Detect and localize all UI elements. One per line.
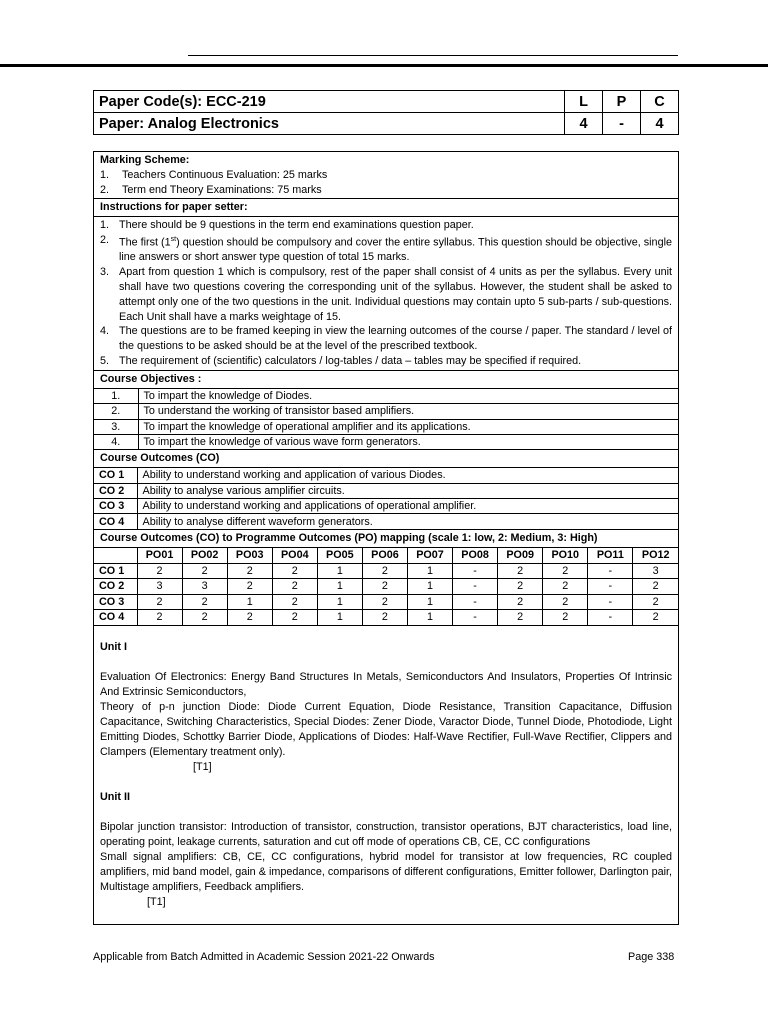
po-header: PO08 — [453, 548, 498, 564]
mapping-cell: 2 — [227, 579, 272, 595]
item-text: Apart from question 1 which is compulsory, rest of the paper shall consist of 4 units as per the syllabus. Every unit shall have two questions covering the corresponding unit of the syllabus. However, the student shall be asked to attempt only one of the two questions in the unit. Individual questions may contain upto 5 sub-parts / sub-questions. Each Unit shall have a marks weightage of 15. — [119, 266, 672, 323]
mapping-cell: 2 — [272, 594, 317, 610]
mapping-cell: 1 — [407, 594, 452, 610]
mapping-cell: 2 — [543, 610, 588, 626]
mapping-cell: 2 — [362, 594, 407, 610]
outcome-code: CO 3 — [94, 499, 137, 514]
outcome-text: Ability to analyse different waveform generators. — [137, 514, 678, 529]
mapping-cell: 2 — [137, 610, 182, 626]
mapping-cell: 1 — [407, 579, 452, 595]
mapping-row — [94, 563, 678, 579]
instructions-section — [94, 217, 678, 371]
mapping-cell: 2 — [633, 579, 678, 595]
co-po-mapping-table — [94, 548, 678, 626]
instruction-item — [100, 324, 672, 354]
outcome-code: CO 1 — [94, 468, 137, 483]
instruction-item — [100, 233, 672, 265]
course-objectives-title: Course Objectives : — [94, 371, 678, 389]
mapping-cell: - — [453, 579, 498, 595]
unit-1-title: Unit I — [100, 640, 127, 653]
po-header: PO03 — [227, 548, 272, 564]
mapping-cell: 2 — [498, 594, 543, 610]
course-outcomes-title: Course Outcomes (CO) — [94, 450, 678, 468]
course-objectives-table — [94, 389, 678, 451]
unit-1-paragraph: Evaluation Of Electronics: Energy Band Structures In Metals, Semiconductors And Insulators, Properties Of Intrinsic And Extrinsic Semiconductors, — [100, 670, 672, 698]
units-section — [94, 640, 678, 910]
mapping-cell: 1 — [317, 563, 362, 579]
mapping-cell: 2 — [633, 610, 678, 626]
objective-text: To impart the knowledge of operational amplifier and its applications. — [138, 419, 678, 434]
po-header: PO01 — [137, 548, 182, 564]
instruction-item — [100, 218, 672, 233]
mapping-cell: - — [453, 594, 498, 610]
item-number: 2. — [100, 183, 110, 196]
mapping-cell: - — [588, 610, 633, 626]
outcome-text: Ability to analyse various amplifier circuits. — [137, 483, 678, 498]
unit-1-paragraph: Theory of p-n junction Diode: Diode Current Equation, Diode Resistance, Transition Capacitance, Diffusion Capacitance, Switching Characteristics, Special Diodes: Zener Diode, Varactor Diode, Tunnel Diode, Photodiode, Light Emitting Diodes, Schottky Barrier Diode, Applications of Diodes: Half-Wave Rectifier, Full-Wave Rectifier, Clippers and Clampers (Elementary treatment only). — [100, 700, 672, 758]
unit-2-title: Unit II — [100, 790, 130, 803]
mapping-cell: 2 — [182, 563, 227, 579]
mapping-cell: 2 — [182, 610, 227, 626]
mapping-title: Course Outcomes (CO) to Programme Outcomes (PO) mapping (scale 1: low, 2: Medium, 3: High) — [94, 530, 678, 548]
po-header: PO11 — [588, 548, 633, 564]
item-text: Teachers Continuous Evaluation: 25 marks — [122, 168, 328, 181]
outcome-text: Ability to understand working and applications of operational amplifier. — [137, 499, 678, 514]
mapping-co: CO 2 — [94, 579, 137, 595]
corner-cell — [94, 548, 137, 564]
objective-text: To understand the working of transistor based amplifiers. — [138, 404, 678, 419]
table-row — [94, 434, 678, 449]
instructions-title: Instructions for paper setter: — [94, 199, 678, 217]
mapping-cell: 2 — [362, 579, 407, 595]
mapping-cell: 2 — [227, 610, 272, 626]
paper-name: Paper: Analog Electronics — [94, 113, 565, 135]
mapping-row — [94, 610, 678, 626]
paper-code: Paper Code(s): ECC-219 — [94, 91, 565, 113]
po-header: PO05 — [317, 548, 362, 564]
mapping-co: CO 3 — [94, 594, 137, 610]
table-row — [94, 419, 678, 434]
mapping-cell: 2 — [272, 610, 317, 626]
mapping-header-row — [94, 548, 678, 564]
p-value: - — [603, 113, 641, 135]
mapping-cell: 2 — [633, 594, 678, 610]
item-number: 5. — [100, 354, 110, 367]
outcome-code: CO 4 — [94, 514, 137, 529]
item-number: 2. — [100, 233, 110, 246]
mapping-cell: 2 — [498, 563, 543, 579]
mapping-cell: 2 — [227, 563, 272, 579]
unit-1-reference: [T1] — [193, 760, 212, 773]
mapping-cell: 1 — [317, 610, 362, 626]
unit-2-paragraph: Bipolar junction transistor: Introduction of transistor, construction, transistor operations, BJT characteristics, load line, operating point, leakage currents, saturation and cut off mode of operations CB, CE, CC configurations — [100, 820, 672, 848]
mapping-cell: - — [588, 594, 633, 610]
item-number: 1. — [100, 219, 110, 232]
course-outcomes-table — [94, 468, 678, 530]
mapping-cell: 2 — [272, 579, 317, 595]
mapping-cell: 2 — [272, 563, 317, 579]
marking-scheme-section — [94, 152, 678, 199]
top-rule-line — [188, 55, 678, 56]
po-header: PO09 — [498, 548, 543, 564]
paper-header-table — [93, 90, 679, 135]
mapping-co: CO 4 — [94, 610, 137, 626]
marking-scheme-item — [100, 168, 672, 183]
item-text: There should be 9 questions in the term end examinations question paper. — [119, 219, 474, 232]
item-text-b: ) question should be compulsory and cover the entire syllabus. This question should be objective, single line answers or short answer type question of total 15 marks. — [119, 236, 672, 264]
mapping-cell: - — [588, 563, 633, 579]
table-row — [94, 404, 678, 419]
item-text: Term end Theory Examinations: 75 marks — [122, 183, 322, 196]
mapping-cell: 2 — [182, 594, 227, 610]
item-number: 4. — [100, 325, 110, 338]
mapping-cell: 1 — [317, 594, 362, 610]
mapping-cell: 2 — [543, 563, 588, 579]
mapping-cell: 2 — [498, 610, 543, 626]
paper-code-row — [94, 91, 679, 113]
mapping-cell: 1 — [317, 579, 362, 595]
mapping-cell: - — [588, 579, 633, 595]
marking-scheme-item — [100, 183, 672, 198]
mapping-cell: - — [453, 563, 498, 579]
mapping-cell: 2 — [543, 594, 588, 610]
mapping-cell: 2 — [137, 563, 182, 579]
mapping-cell: 2 — [137, 594, 182, 610]
mapping-cell: - — [453, 610, 498, 626]
mapping-cell: 1 — [407, 563, 452, 579]
marking-scheme-title: Marking Scheme: — [100, 154, 190, 166]
po-header: PO04 — [272, 548, 317, 564]
po-header: PO06 — [362, 548, 407, 564]
mapping-cell: 2 — [362, 610, 407, 626]
objective-text: To impart the knowledge of various wave form generators. — [138, 434, 678, 449]
instruction-item — [100, 265, 672, 324]
mapping-row — [94, 579, 678, 595]
mapping-cell: 3 — [633, 563, 678, 579]
p-label: P — [603, 91, 641, 113]
header-thick-rule — [0, 64, 768, 67]
outcome-text: Ability to understand working and application of various Diodes. — [137, 468, 678, 483]
unit-2-reference: [T1] — [147, 895, 166, 908]
syllabus-box — [93, 151, 679, 925]
objective-number: 1. — [94, 389, 138, 404]
mapping-cell: 2 — [498, 579, 543, 595]
c-label: C — [641, 91, 679, 113]
objective-text: To impart the knowledge of Diodes. — [138, 389, 678, 404]
mapping-cell: 2 — [362, 563, 407, 579]
outcome-code: CO 2 — [94, 483, 137, 498]
mapping-row — [94, 594, 678, 610]
table-row — [94, 499, 678, 514]
objective-number: 4. — [94, 434, 138, 449]
item-text-a: The first (1 — [119, 236, 171, 249]
table-row — [94, 389, 678, 404]
instruction-item — [100, 354, 672, 369]
po-header: PO07 — [407, 548, 452, 564]
po-header: PO10 — [543, 548, 588, 564]
l-label: L — [565, 91, 603, 113]
item-superscript: st — [170, 235, 177, 243]
table-row — [94, 468, 678, 483]
item-number: 1. — [100, 168, 110, 181]
mapping-cell: 2 — [543, 579, 588, 595]
mapping-cell: 1 — [407, 610, 452, 626]
mapping-co: CO 1 — [94, 563, 137, 579]
unit-2-paragraph: Small signal amplifiers: CB, CE, CC configurations, hybrid model for transistor at low frequencies, RC coupled amplifiers, mid band model, gain & impedance, comparisons of different configurations, Emitter follower, Darlington pair, Multistage amplifiers, Feedback amplifiers. — [100, 850, 672, 893]
objective-number: 2. — [94, 404, 138, 419]
c-value: 4 — [641, 113, 679, 135]
item-text: The requirement of (scientific) calculators / log-tables / data – tables may be specified if required. — [119, 354, 582, 367]
objective-number: 3. — [94, 419, 138, 434]
l-value: 4 — [565, 113, 603, 135]
mapping-cell: 3 — [182, 579, 227, 595]
item-text: The questions are to be framed keeping in view the learning outcomes of the course / paper. The standard / level of the questions to be asked should be at the level of the prescribed textbook. — [119, 325, 672, 353]
page-number: Page 338 — [628, 951, 675, 963]
table-row — [94, 483, 678, 498]
mapping-cell: 1 — [227, 594, 272, 610]
item-number: 3. — [100, 266, 110, 279]
table-row — [94, 514, 678, 529]
po-header: PO12 — [633, 548, 678, 564]
paper-name-row — [94, 113, 679, 135]
mapping-cell: 3 — [137, 579, 182, 595]
footer-applicability: Applicable from Batch Admitted in Academic Session 2021-22 Onwards — [93, 951, 435, 963]
po-header: PO02 — [182, 548, 227, 564]
